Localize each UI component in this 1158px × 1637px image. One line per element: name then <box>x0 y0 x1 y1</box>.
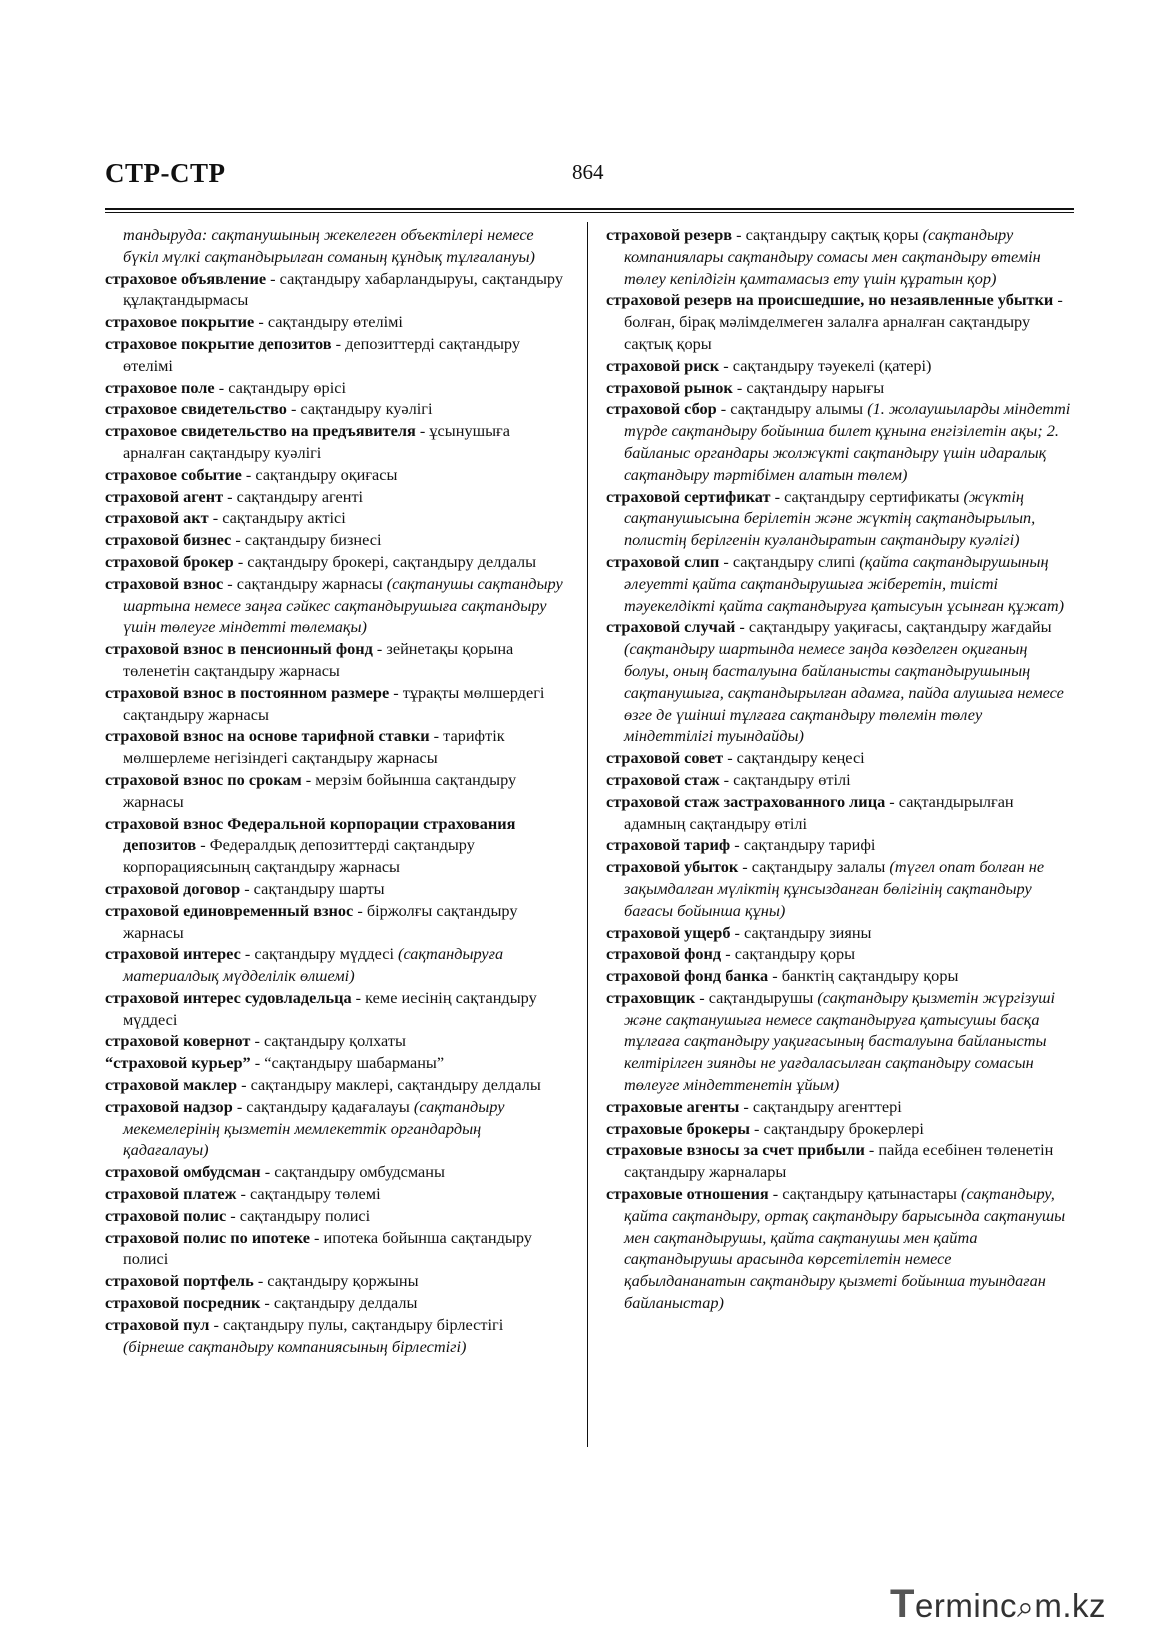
entry-term: страховой агент <box>105 486 224 506</box>
entry-term: страховой взнос по срокам <box>105 769 302 789</box>
dictionary-entry <box>105 1292 567 1314</box>
entry-definition: - сақтандыру қадағалауы <box>232 1096 414 1116</box>
entry-definition: - сақтандыру кеңесі <box>723 748 865 768</box>
entry-definition: - сақтандыру актісі <box>208 508 346 528</box>
dictionary-entry <box>105 1227 567 1271</box>
entry-definition: - сақтандыру зияны <box>730 922 872 942</box>
dictionary-entry <box>606 551 1074 616</box>
entry-definition: - сақтандыру қоры <box>721 944 856 964</box>
entry-term: страховой взнос Федеральной корпорации страхования депозитов <box>105 813 516 855</box>
entry-definition: - сақтандыру өтелімі <box>254 312 403 332</box>
entry-term: страховой стаж <box>606 769 720 789</box>
entry-explanation: (қайта сақтандырушының әлеуетті қайта сақтандырушыға жіберетін, тиісті тәуекелдікті қайта сақтандыруға қатысуын ұсынған құжат) <box>624 551 1065 615</box>
dictionary-entry <box>105 1161 567 1183</box>
entry-term: страховой рынок <box>606 377 733 397</box>
dictionary-entry <box>105 268 567 312</box>
entry-term: страховой тариф <box>606 835 731 855</box>
dictionary-entry <box>105 1270 567 1292</box>
entry-term: страховое поле <box>105 377 215 397</box>
entry-term: страховой резерв <box>606 225 733 244</box>
left-column <box>105 224 567 1357</box>
dictionary-entry <box>105 529 567 551</box>
entry-explanation: (сақтандыруға материалдық мүдделілік өлшемі) <box>123 944 504 986</box>
entry-definition: - “сақтандыру шабарманы” <box>250 1053 445 1073</box>
entry-term: страховые агенты <box>606 1096 740 1116</box>
entry-term: страховой акт <box>105 508 209 528</box>
dictionary-entry <box>105 398 567 420</box>
dictionary-entry <box>105 333 567 377</box>
entry-definition: - сақтандыру алымы <box>716 399 868 419</box>
entry-explanation: (сақтанушы сақтандыру шартына немесе заңға сәйкес сақтандырушыға сақтандыру үшін төлеуге міндетті төлемақы) <box>123 573 563 637</box>
entry-definition: - сақтандыру брокерлері <box>749 1118 924 1138</box>
entry-term: страховые отношения <box>606 1184 769 1204</box>
entry-term: страховой платеж <box>105 1184 237 1204</box>
dictionary-entry <box>105 987 567 1031</box>
entry-explanation: (жүктің сақтанушысына берілетін және жүктің сақтандырылып, полистің берілгенін куәландыратын сақтандыру куәлігі) <box>624 486 1036 550</box>
entry-definition: - сақтандыру пулы, сақтандыру бірлестігі <box>209 1314 504 1334</box>
entry-term: страховой пул <box>105 1314 210 1334</box>
entry-term: страховщик <box>606 987 696 1007</box>
entry-definition: - сақтандыру агенті <box>223 486 364 506</box>
entry-term: страховой брокер <box>105 551 234 571</box>
entry-term: страховой ущерб <box>606 922 731 942</box>
dictionary-entry <box>606 486 1074 551</box>
entry-definition: - біржолғы сақтандыру жарнасы <box>123 900 518 942</box>
dictionary-entry <box>105 377 567 399</box>
dictionary-entry <box>105 1205 567 1227</box>
dictionary-entry <box>606 1183 1074 1314</box>
entry-explanation: (сақтандыру қызметін жүргізуші және сақтанушыға немесе сақтандыруға қатысушы басқа тұлғаға сақтандыру уақиғасының басталуына байланысты келтірілген зиянды не уағдаласылған сақтандыру сомасын төлеуге міндеттенетін ұйым) <box>624 987 1056 1095</box>
entry-term: страховой портфель <box>105 1271 254 1291</box>
dictionary-entry <box>606 791 1074 835</box>
dictionary-entry <box>606 1096 1074 1118</box>
dictionary-entry <box>105 507 567 529</box>
entry-term: страховой полис <box>105 1205 227 1225</box>
dictionary-entry <box>606 747 1074 769</box>
dictionary-entry <box>105 769 567 813</box>
column-divider <box>587 222 588 1447</box>
dictionary-entry <box>105 573 567 638</box>
entry-definition: - сақтандыру омбудсманы <box>260 1162 445 1182</box>
entry-term: страховые брокеры <box>606 1118 750 1138</box>
dictionary-entry <box>105 1030 567 1052</box>
entry-definition: - сақтандыру куәлігі <box>286 399 433 419</box>
page-header <box>105 158 1073 198</box>
entry-term: страховой полис по ипотеке <box>105 1227 310 1247</box>
entry-term: страховой резерв на происшедшие, но незаявленные убытки <box>606 290 1054 310</box>
entry-term: страховое событие <box>105 464 242 484</box>
entry-explanation: тандыруда: сақтанушының жекелеген объектілері немесе бүкіл мүлкі сақтандырылған соманың құндық тұлғалануы) <box>123 225 535 266</box>
termincom-logo: Terminc⌕m.kz <box>890 1582 1106 1626</box>
entry-definition: - пайда есебінен төленетін сақтандыру жарналары <box>624 1140 1054 1182</box>
dictionary-entry <box>105 1074 567 1096</box>
dictionary-entry <box>606 965 1074 987</box>
header-rule-bottom <box>105 212 1074 213</box>
entry-term: страховой риск <box>606 355 720 375</box>
entry-explanation: (1. жолаушыларды міндетті түрде сақтандыру бойынша билет құнына енгізілетін ақы; 2. байланыс органдары жолжүкті сақтандыру үшін идаралық сақтандыру тәртібімен алатын төлем) <box>624 399 1071 484</box>
entry-definition: - сақтандыру делдалы <box>260 1293 418 1313</box>
entry-definition: - депозиттерді сақтандыру өтелімі <box>123 333 520 375</box>
entry-term: страховое покрытие <box>105 312 255 332</box>
entry-term: страховой слип <box>606 551 720 571</box>
dictionary-entry <box>606 355 1074 377</box>
entry-definition: - ипотека бойынша сақтандыру полисі <box>123 1227 532 1269</box>
dictionary-entry <box>105 1096 567 1161</box>
entry-term: страховой взнос на основе тарифной ставки <box>105 726 430 746</box>
dictionary-entry <box>105 682 567 726</box>
dictionary-entry <box>606 289 1074 354</box>
dictionary-entry <box>105 900 567 944</box>
dictionary-entry <box>606 224 1074 289</box>
entry-definition: - сақтандыру қоржыны <box>253 1271 419 1291</box>
entry-term: страховой омбудсман <box>105 1162 261 1182</box>
entry-definition: - сақтандыру оқиғасы <box>241 464 398 484</box>
entry-definition: - мерзім бойынша сақтандыру жарнасы <box>123 769 517 811</box>
entry-definition: - сақтандыру тәуекелі (қатері) <box>719 355 932 375</box>
dictionary-entry <box>105 224 567 268</box>
entry-definition: - сақтандыру бизнесі <box>231 530 382 550</box>
entry-term: страховой бизнес <box>105 530 232 550</box>
dictionary-entry <box>606 922 1074 944</box>
dictionary-entry <box>606 398 1074 485</box>
entry-definition: - сақтандыру өрісі <box>214 377 346 397</box>
entry-definition: - ұсынушыға арналған сақтандыру куәлігі <box>123 421 510 462</box>
dictionary-entry <box>105 813 567 878</box>
dictionary-entry <box>105 943 567 987</box>
dictionary-entry <box>606 1118 1074 1140</box>
dictionary-entry <box>606 1139 1074 1183</box>
entry-term: страховой случай <box>606 617 736 637</box>
dictionary-entry <box>606 856 1074 921</box>
page-number: 864 <box>572 160 604 184</box>
entry-term: “страховой курьер” <box>105 1053 251 1073</box>
entry-term: страховой надзор <box>105 1096 233 1116</box>
entry-definition: - сақтандыру тарифі <box>730 835 876 855</box>
entry-term: страховой взнос в пенсионный фонд <box>105 639 373 659</box>
dictionary-entry <box>105 311 567 333</box>
entry-definition: - сақтандыру агенттері <box>739 1096 902 1116</box>
entry-term: страховое свидетельство на предъявителя <box>105 421 416 441</box>
dictionary-entry <box>105 551 567 573</box>
entry-term: страховое покрытие депозитов <box>105 333 332 353</box>
entry-definition: - сақтандыру полисі <box>226 1205 371 1225</box>
entry-term: страховой стаж застрахованного лица <box>606 791 886 811</box>
entry-definition: - сақтандыру жарнасы <box>223 573 387 593</box>
entry-definition: - сақтандыру мүддесі <box>240 944 399 964</box>
entry-definition: - сақтандыру слипі <box>719 551 860 571</box>
entry-definition: - болған, бірақ мәлімделмеген залалға арналған сақтандыру сақтық қоры <box>624 290 1063 353</box>
entry-explanation: (сақтандыру, қайта сақтандыру, ортақ сақтандыру барысында сақтанушы мен сақтандырушы, қайта сақтанушы мен қайта сақтандырушы арасында көрсетілетін немесе қабылдананатын сақтандыру қызметі бойынша туындаған байланыстар) <box>624 1184 1066 1313</box>
page-range-heading: СТР-СТР <box>105 158 226 188</box>
entry-term: страховой договор <box>105 878 241 898</box>
dictionary-entry <box>105 638 567 682</box>
entry-definition: - зейнетақы қорына төленетін сақтандыру жарнасы <box>123 639 514 680</box>
entry-definition: - сақтандыру брокері, сақтандыру делдалы <box>233 551 537 571</box>
entry-term: страховой убыток <box>606 857 739 877</box>
dictionary-entry <box>105 1052 567 1074</box>
entry-explanation: (сақтандыру шартында немесе заңда көзделген оқиғаның болуы, оның басталуына байланысты сақтандырушының сақтанушыға, сақтандырылған адамға, пайда алушыға немесе өзге де үшінші тұлғаға сақтандыру төлемін төлеу міндеттілігі туындайды) <box>624 639 1064 746</box>
entry-definition: - Федералдық депозиттерді сақтандыру корпорациясының сақтандыру жарнасы <box>123 835 475 877</box>
dictionary-entry <box>606 834 1074 856</box>
entry-definition: - тарифтік мөлшерлеме негізіндегі сақтандыру жарнасы <box>123 726 505 768</box>
entry-definition: - сақтандыру қолхаты <box>250 1031 406 1051</box>
entry-explanation: (бірнеше сақтандыру компаниясының бірлестігі) <box>123 1336 467 1356</box>
entry-definition: - сақтандыру маклері, сақтандыру делдалы <box>237 1075 541 1095</box>
entry-term: страховой интерес судовладельца <box>105 987 352 1007</box>
dictionary-entry <box>105 878 567 900</box>
entry-definition: - сақтандыру залалы <box>738 857 890 877</box>
entry-definition: - сақтандыру уақиғасы, сақтандыру жағдайы <box>735 617 1052 637</box>
entry-term: страховой маклер <box>105 1075 238 1095</box>
entry-explanation: (сақтандыру мекемелерінің қызметін мемлекеттік органдардың қадағалауы) <box>123 1096 505 1160</box>
entry-definition: - сақтандыру хабарландыруы, сақтандыру құлақтандырмасы <box>123 268 563 310</box>
dictionary-entry <box>105 486 567 508</box>
dictionary-entry <box>606 769 1074 791</box>
dictionary-entry <box>105 725 567 769</box>
entry-term: страховое объявление <box>105 268 267 288</box>
entry-term: страховой сертификат <box>606 486 771 506</box>
dictionary-entry <box>606 616 1074 747</box>
entry-definition: - сақтандыру нарығы <box>732 377 885 397</box>
dictionary-entry <box>105 420 567 464</box>
header-rule-top <box>105 208 1074 210</box>
entry-term: страховой единовременный взнос <box>105 900 354 920</box>
entry-definition: - банктің сақтандыру қоры <box>768 966 959 986</box>
dictionary-entry <box>105 1314 567 1358</box>
right-column <box>606 224 1074 1314</box>
dictionary-entry <box>105 464 567 486</box>
entry-term: страховой совет <box>606 748 724 768</box>
dictionary-entry <box>606 943 1074 965</box>
entry-term: страховой взнос в постоянном размере <box>105 682 390 702</box>
entry-term: страховой ковернот <box>105 1031 251 1051</box>
dictionary-entry <box>105 1183 567 1205</box>
dictionary-entry <box>606 377 1074 399</box>
entry-definition: - сақтандыру шарты <box>240 878 385 898</box>
entry-term: страховое свидетельство <box>105 399 287 419</box>
entry-term: страховой взнос <box>105 573 224 593</box>
entry-definition: - сақтандыру сертификаты <box>770 486 964 506</box>
entry-explanation: (сақтандыру компаниялары сақтандыру сомасы мен сақтандыру өтемін төлеу кепілдігін қамтамасыз ету үшін құратын қор) <box>624 225 1041 288</box>
dictionary-entry <box>606 987 1074 1096</box>
entry-definition: - сақтандыру сақтық қоры <box>732 225 923 244</box>
entry-term: страховой сбор <box>606 399 717 419</box>
entry-definition: - сақтандыру қатынастары <box>768 1184 962 1204</box>
entry-term: страховые взносы за счет прибыли <box>606 1140 865 1160</box>
entry-explanation: (түгел опат болған не зақымдалған мүліктің құнсызданған бөлігінің сақтандыру бағасы бойынша құны) <box>624 857 1045 920</box>
entry-definition: - сақтандыру төлемі <box>236 1184 381 1204</box>
entry-definition: - сақтандырушы <box>695 987 818 1007</box>
entry-term: страховой посредник <box>105 1293 261 1313</box>
entry-definition: - тұрақты мөлшердегі сақтандыру жарнасы <box>123 682 545 724</box>
entry-term: страховой фонд <box>606 944 722 964</box>
entry-definition: - сақтандыру өтілі <box>719 769 851 789</box>
entry-term: страховой интерес <box>105 944 241 964</box>
entry-definition: - кеме иесінің сақтандыру мүддесі <box>123 987 537 1029</box>
entry-term: страховой фонд банка <box>606 966 769 986</box>
entry-definition: - сақтандырылған адамның сақтандыру өтілі <box>624 791 1014 833</box>
